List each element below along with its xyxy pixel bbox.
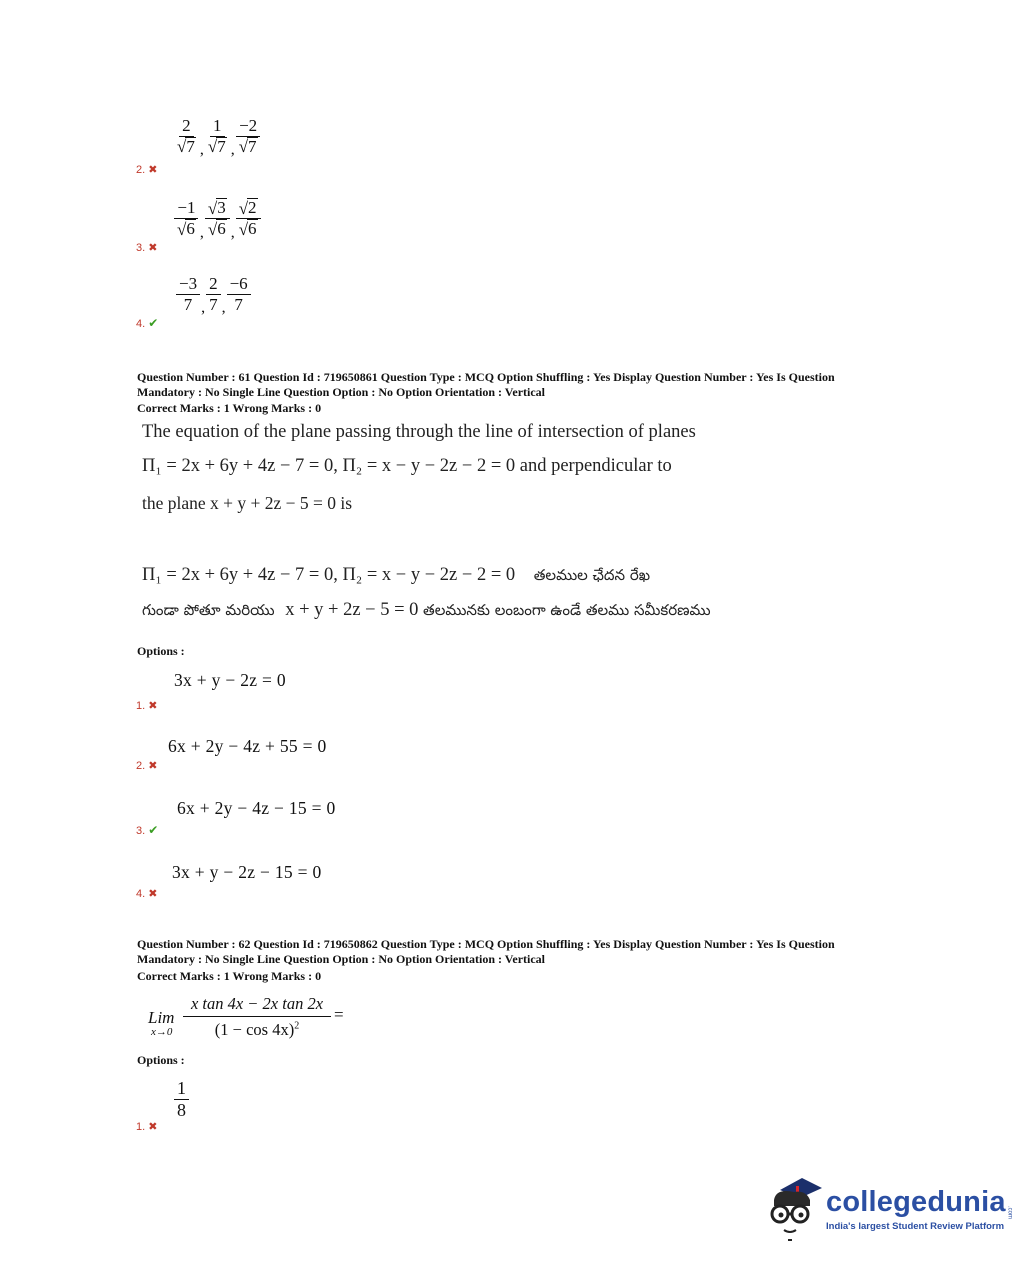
question-marks: Correct Marks : 1 Wrong Marks : 0 [137, 969, 322, 983]
fraction: $\frac{1}{8}$ [174, 1078, 189, 1120]
option-1-marker: 1. ✖ [136, 1120, 158, 1133]
question-text-en-line2: Π₁ = 2x + 6y + 4z − 7 = 0, Π₂ = x − y − 2z − 2 = 0 and perpendicular to [142, 456, 672, 476]
limit-numerator: x tan 4x − 2x tan 2x [183, 994, 331, 1017]
option-1-marker: 1. ✖ [136, 699, 158, 712]
option-number: 3. [136, 242, 146, 254]
question-text-te-line1: Π₁ = 2x + 6y + 4z − 7 = 0, Π₂ = x − y − 2z − 2 = 0 తలముల ఛేదన రేఖ [142, 565, 651, 585]
fraction: −1 √ 6 [174, 198, 199, 239]
fraction: √ 2 √ 6 [236, 198, 261, 240]
fraction: $\frac{2}{7}$ [206, 274, 221, 314]
fraction: 2 √ 7 [177, 116, 195, 157]
limit-denominator: $(1 - \cos 4x)^2$ [214, 1020, 300, 1039]
options-label: Options : [137, 644, 185, 658]
wrong-mark-icon: ✖ [148, 241, 158, 254]
student-mascot-icon [766, 1176, 824, 1242]
options-label: Options : [137, 1053, 185, 1067]
option-1-text: 3x + y − 2z = 0 [174, 670, 286, 690]
fraction: −2 √ 7 [236, 116, 261, 157]
question-meta: Question Number : 61 Question Id : 719650861 Question Type : MCQ Option Shuffling : Yes Display Question Number : Yes Is Question Mandatory : No Single Line Question Option : No Option Orientation : Vertical [137, 370, 835, 399]
correct-check-icon: ✔ [148, 823, 159, 837]
option-2-marker: 2. ✖ [136, 759, 158, 772]
fraction: 1 √ 7 [207, 116, 226, 157]
fraction: $\frac{-3}{7}$ [176, 274, 200, 314]
question-meta: Question Number : 62 Question Id : 719650862 Question Type : MCQ Option Shuffling : Yes Display Question Number : Yes Is Question Mandatory : No Single Line Question Option : No Option Orientation : Vertical [137, 937, 835, 966]
correct-check-icon: ✔ [148, 316, 159, 330]
option-3-marker: 3. ✔ [136, 823, 159, 837]
question-text-en-line1: The equation of the plane passing through the line of intersection of planes [142, 422, 696, 442]
question-text-en-line3: the plane x + y + 2z − 5 = 0 is [142, 493, 353, 513]
logo-wordmark: collegedunia [826, 1186, 1006, 1218]
equals-sign: = [334, 1005, 344, 1024]
lim-label: Lim [148, 1008, 175, 1027]
question-text-te-line2: గుండా పోతూ మరియు x + y + 2z − 5 = 0 తలమునకు లంబంగా ఉండే తలము సమీకరణము [142, 600, 711, 620]
wrong-mark-icon: ✖ [148, 887, 158, 900]
fraction: √ 3 √ 6 [205, 198, 230, 240]
option-3-text: 6x + 2y − 4z − 15 = 0 [177, 798, 336, 818]
lim-subscript: x→0 [151, 1026, 173, 1038]
wrong-mark-icon: ✖ [148, 699, 158, 712]
option-4-text: 3x + y − 2z − 15 = 0 [172, 862, 322, 882]
logo-dotcom: .com [1006, 1205, 1013, 1219]
option-number: 4. [136, 318, 146, 330]
wrong-mark-icon: ✖ [148, 1120, 158, 1133]
option-number: 2. [136, 164, 146, 176]
fraction: $\frac{-6}{7}$ [227, 274, 251, 314]
option-2-text: 6x + 2y − 4z + 55 = 0 [168, 736, 327, 756]
question-marks: Correct Marks : 1 Wrong Marks : 0 [137, 401, 322, 415]
logo-tagline: India's largest Student Review Platform [826, 1221, 1005, 1232]
wrong-mark-icon: ✖ [148, 163, 158, 176]
option-1-text [172, 1078, 191, 1120]
option-4-marker: 4. ✖ [136, 887, 158, 900]
collegedunia-logo[interactable] [766, 1176, 1013, 1242]
wrong-mark-icon: ✖ [148, 759, 158, 772]
